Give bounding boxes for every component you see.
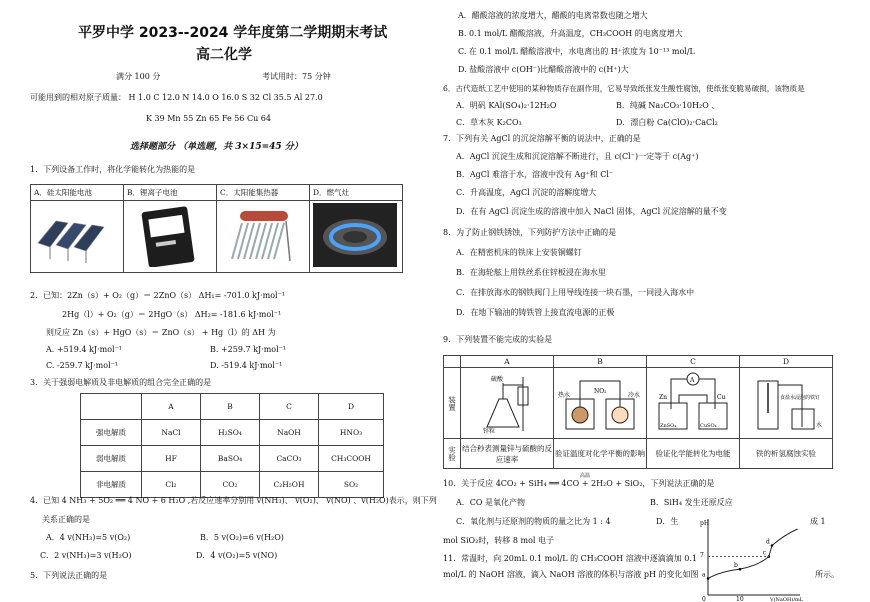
label-iron-nail: 食盐水浸泡的铁钉 xyxy=(780,395,821,401)
q9-experiment-c: 验证化学能转化为电能 xyxy=(647,439,740,469)
q10-option-d-cont2: mol SiO₂时，转移 8 mol 电子 xyxy=(443,536,554,545)
label-no2: NO₂ xyxy=(594,388,607,395)
q1-options-table xyxy=(30,184,403,273)
q2-option-d: D. -519.4 kJ·mol⁻¹ xyxy=(210,361,283,370)
gas-stove-image xyxy=(310,201,403,273)
q1-option-d: D．燃气灶 xyxy=(310,185,403,201)
q1-option-b: B．锂离子电池 xyxy=(124,185,217,201)
q4-line-2: 关系正确的是 xyxy=(42,515,90,524)
table-cell: BaSO₄ xyxy=(201,446,260,472)
q6-option-b: B．纯碱 Na₂CO₃·10H₂O 、 xyxy=(616,101,720,110)
question-7: 7．下列有关 AgCl 的沉淀溶解平衡的说法中，正确的是 xyxy=(443,134,641,143)
q6-option-a: A．明矾 KAl(SO₄)₂·12H₂O xyxy=(456,101,557,110)
apparatus-c-image xyxy=(647,368,740,439)
q9-header-c: C xyxy=(647,356,740,368)
point-label-d: d xyxy=(766,538,770,546)
q8-option-a: A．在精密机床的铁床上安装铜螺钉 xyxy=(456,248,582,257)
q3-header-c: C xyxy=(260,394,319,420)
q7-option-c: C．升高温度，AgCl 沉淀的溶解度增大 xyxy=(456,188,597,197)
x-tick-0: 0 xyxy=(702,596,706,602)
table-row xyxy=(81,446,384,472)
table-row xyxy=(81,420,384,446)
score-text: 满分 100 分 xyxy=(116,72,161,81)
table-row xyxy=(81,472,384,498)
q11-line-1: 11．常温时，向 20mL 0.1 mol/L 的 CH₃COOH 溶液中逐滴滴加 0.1 xyxy=(443,554,697,563)
q3-header-a: A xyxy=(142,394,201,420)
question-5: 5．下列说法正确的是 xyxy=(30,571,108,580)
q7-option-d: D．在有 AgCl 沉淀生成的溶液中加入 NaCl 固体，AgCl 沉淀溶解的量不变 xyxy=(456,207,727,216)
apparatus-d-image xyxy=(740,368,833,439)
atomic-masses-1: 可能用到的相对原子质量： H 1.0 C 12.0 N 14.0 O 16.0 S 32 Cl 35.5 Al 27.0 xyxy=(30,93,323,102)
table-cell: 非电解质 xyxy=(81,472,142,498)
question-8: 8．为了防止钢铁锈蚀，下列防护方法中正确的是 xyxy=(443,228,617,237)
data-point-d xyxy=(771,544,774,547)
q4-line-1: 4．已知 4 NH₃ + 5O₂ ══ 4 NO + 6 H₂O ,若反应速率分别用 v(NH₃)、 v(O₂)、 v(NO) 、v(H₂O)表示，则下列 xyxy=(30,496,437,505)
q5-option-d: D. 盐酸溶液中 c(OH⁻)比醋酸溶液中的 c(H⁺)大 xyxy=(458,65,629,74)
q6-option-c: C．草木灰 K₂CO₃ xyxy=(456,118,522,127)
exam-subtitle: 高二化学 xyxy=(196,47,252,63)
label-zn: Zn xyxy=(659,394,668,401)
table-cell: CH₃COOH xyxy=(319,446,384,472)
time-text: 考试用时：75 分钟 xyxy=(262,72,331,81)
q10-condition: 高温 xyxy=(580,473,591,479)
y-tick-7: 7 xyxy=(700,552,704,559)
q10-option-a: A．CO 是氧化产物 xyxy=(456,498,525,507)
solar-panel-image xyxy=(31,201,124,273)
table-cell: C₂H₅OH xyxy=(260,472,319,498)
q2-line-2: 2Hg（l）+ O₂（g）＝ 2HgO（s） ΔH₂= -181.6 kJ·mol⁻¹ xyxy=(62,310,282,319)
label-cu: Cu xyxy=(717,394,726,401)
data-point-b xyxy=(739,568,742,571)
table-cell: 强电解质 xyxy=(81,420,142,446)
table-cell: HF xyxy=(142,446,201,472)
question-1: 1．下列设备工作时，将化学能转化为热能的是 xyxy=(30,165,196,174)
ph-titration-chart xyxy=(700,515,810,602)
apparatus-a-image xyxy=(461,368,554,439)
x-axis-label: V(NaOH)/mL xyxy=(770,597,804,602)
q5-option-c: C. 在 0.1 mol/L 醋酸溶液中，水电离出的 H⁺浓度为 10⁻¹³ mol/L xyxy=(458,47,695,56)
point-label-b: b xyxy=(734,562,738,570)
q10-option-c: C．氧化剂与还原剂的物质的量之比为 1 : 4 xyxy=(456,517,611,526)
q2-option-c: C. -259.7 kJ·mol⁻¹ xyxy=(46,361,119,370)
q3-table xyxy=(80,393,384,498)
q11-line-2: mol/L 的 NaOH 溶液，滴入 NaOH 溶液的体积与溶液 pH 的变化如图 xyxy=(443,570,699,579)
label-water: 水 xyxy=(816,422,823,429)
solar-heater-image xyxy=(217,201,310,273)
q6-option-d: D．漂白粉 Ca(ClO)₂·CaCl₂ xyxy=(616,118,718,127)
q1-option-a: A．硅太阳能电池 xyxy=(31,185,124,201)
q4-option-d: D．4 v(O₂)=5 v(NO) xyxy=(196,551,278,560)
label-cuso4: CuSO₄ xyxy=(700,423,717,429)
q9-row-label-experiment: 实验 xyxy=(444,439,461,469)
question-6: 6．古代造纸工艺中使用的某种物质存在副作用，它易导致纸张发生酸性腐蚀，使纸张变脆易破损，该物质是 xyxy=(443,84,805,93)
q5-option-a: A．醋酸溶液的浓度增大，醋酸的电离常数也随之增大 xyxy=(458,11,648,20)
q5-option-b: B. 0.1 mol/L 醋酸溶液，升高温度，CH₃COOH 的电离度增大 xyxy=(458,29,683,38)
lithium-battery-image xyxy=(124,201,217,273)
table-cell: NaCl xyxy=(142,420,201,446)
label-znso4: ZnSO₄ xyxy=(660,423,677,429)
q10-option-d-cont: 成 1 xyxy=(810,517,826,526)
table-cell: H₂SO₄ xyxy=(201,420,260,446)
x-tick-10: 10 xyxy=(736,596,744,602)
q9-row-label-apparatus: 装置 xyxy=(444,368,461,439)
label-hot-water: 热水 xyxy=(558,392,571,399)
ph-curve xyxy=(708,529,798,579)
q9-experiment-d: 铁的析氢腐蚀实验 xyxy=(740,439,833,469)
point-label-a: a xyxy=(702,571,706,579)
label-sulfuric-acid: 硫酸 xyxy=(491,376,504,383)
q8-option-c: C．在排放海水的钢铁阀门上用导线连接一块石墨，一同浸入海水中 xyxy=(456,288,695,297)
table-cell: CaCO₃ xyxy=(260,446,319,472)
table-cell: SO₂ xyxy=(319,472,384,498)
q11-end: 所示。 xyxy=(815,570,839,579)
label-cold-water: 冷水 xyxy=(628,392,641,399)
q9-header-b: B xyxy=(554,356,647,368)
q2-line-3: 则反应 Zn（s）+ HgO（s）＝ ZnO（s） + Hg（l）的 ΔH 为 xyxy=(46,328,276,337)
point-label-c: c xyxy=(762,549,767,557)
q10-option-d: D．生 xyxy=(656,517,679,526)
q7-option-b: B．AgCl 难溶于水，溶液中没有 Ag⁺和 Cl⁻ xyxy=(456,170,614,179)
q1-option-c: C．太阳能集热器 xyxy=(217,185,310,201)
q9-experiment-b: 验证温度对化学平衡的影响 xyxy=(554,439,647,469)
table-cell: HNO₃ xyxy=(319,420,384,446)
y-axis-label: pH xyxy=(700,520,710,527)
q8-option-b: B．在海轮舷上用铁丝系住锌板浸在海水里 xyxy=(456,268,606,277)
q4-option-a: A．4 v(NH₃)=5 v(O₂) xyxy=(46,533,131,542)
q2-line-1: 2．已知：2Zn（s）+ O₂（g）＝ 2ZnO（s） ΔH₁= -701.0 kJ·mol⁻¹ xyxy=(30,291,286,300)
q9-apparatus-table xyxy=(443,355,833,469)
q3-header-empty xyxy=(81,394,142,420)
q9-header-a: A xyxy=(461,356,554,368)
section-heading: 选择题部分 （单选题，共 3×15=45 分） xyxy=(130,142,303,152)
q2-option-b: B. +259.7 kJ·mol⁻¹ xyxy=(210,345,287,354)
q4-option-b: B．5 v(O₂)=6 v(H₂O) xyxy=(200,533,284,542)
q9-experiment-a: 结合秒表测量锌与硫酸的反应速率 xyxy=(461,439,554,469)
label-ammeter: A xyxy=(690,377,695,384)
q3-header-b: B xyxy=(201,394,260,420)
q10-option-b: B．SiH₄ 发生还原反应 xyxy=(650,498,733,507)
data-point-a xyxy=(707,577,710,580)
atomic-masses-2: K 39 Mn 55 Zn 65 Fe 56 Cu 64 xyxy=(146,114,271,123)
table-cell: CO₂ xyxy=(201,472,260,498)
q2-option-a: A. +519.4 kJ·mol⁻¹ xyxy=(46,345,122,354)
apparatus-b-image xyxy=(554,368,647,439)
question-3: 3．关于强弱电解质及非电解质的组合完全正确的是 xyxy=(30,378,212,387)
q3-header-d: D xyxy=(319,394,384,420)
question-9: 9．下列装置不能完成的实验是 xyxy=(443,335,553,344)
q9-header-d: D xyxy=(740,356,833,368)
q7-option-a: A．AgCl 沉淀生成和沉淀溶解不断进行，且 c(Cl⁻)一定等于 c(Ag⁺) xyxy=(456,152,699,161)
table-cell: 弱电解质 xyxy=(81,446,142,472)
exam-title: 平罗中学 2023--2024 学年度第二学期期末考试 xyxy=(78,25,388,41)
q4-option-c: C．2 v(NH₃)=3 v(H₂O) xyxy=(40,551,132,560)
table-cell: Cl₂ xyxy=(142,472,201,498)
q8-option-d: D．在地下输油的铸铁管上接直流电源的正极 xyxy=(456,308,615,317)
table-cell: NaOH xyxy=(260,420,319,446)
question-10: 10．关于反应 4CO₂ + SiH₄ ══ 4CO + 2H₂O + SiO₂，下列说法正确的是 xyxy=(443,479,715,488)
label-zinc: 锌粒 xyxy=(483,428,496,435)
